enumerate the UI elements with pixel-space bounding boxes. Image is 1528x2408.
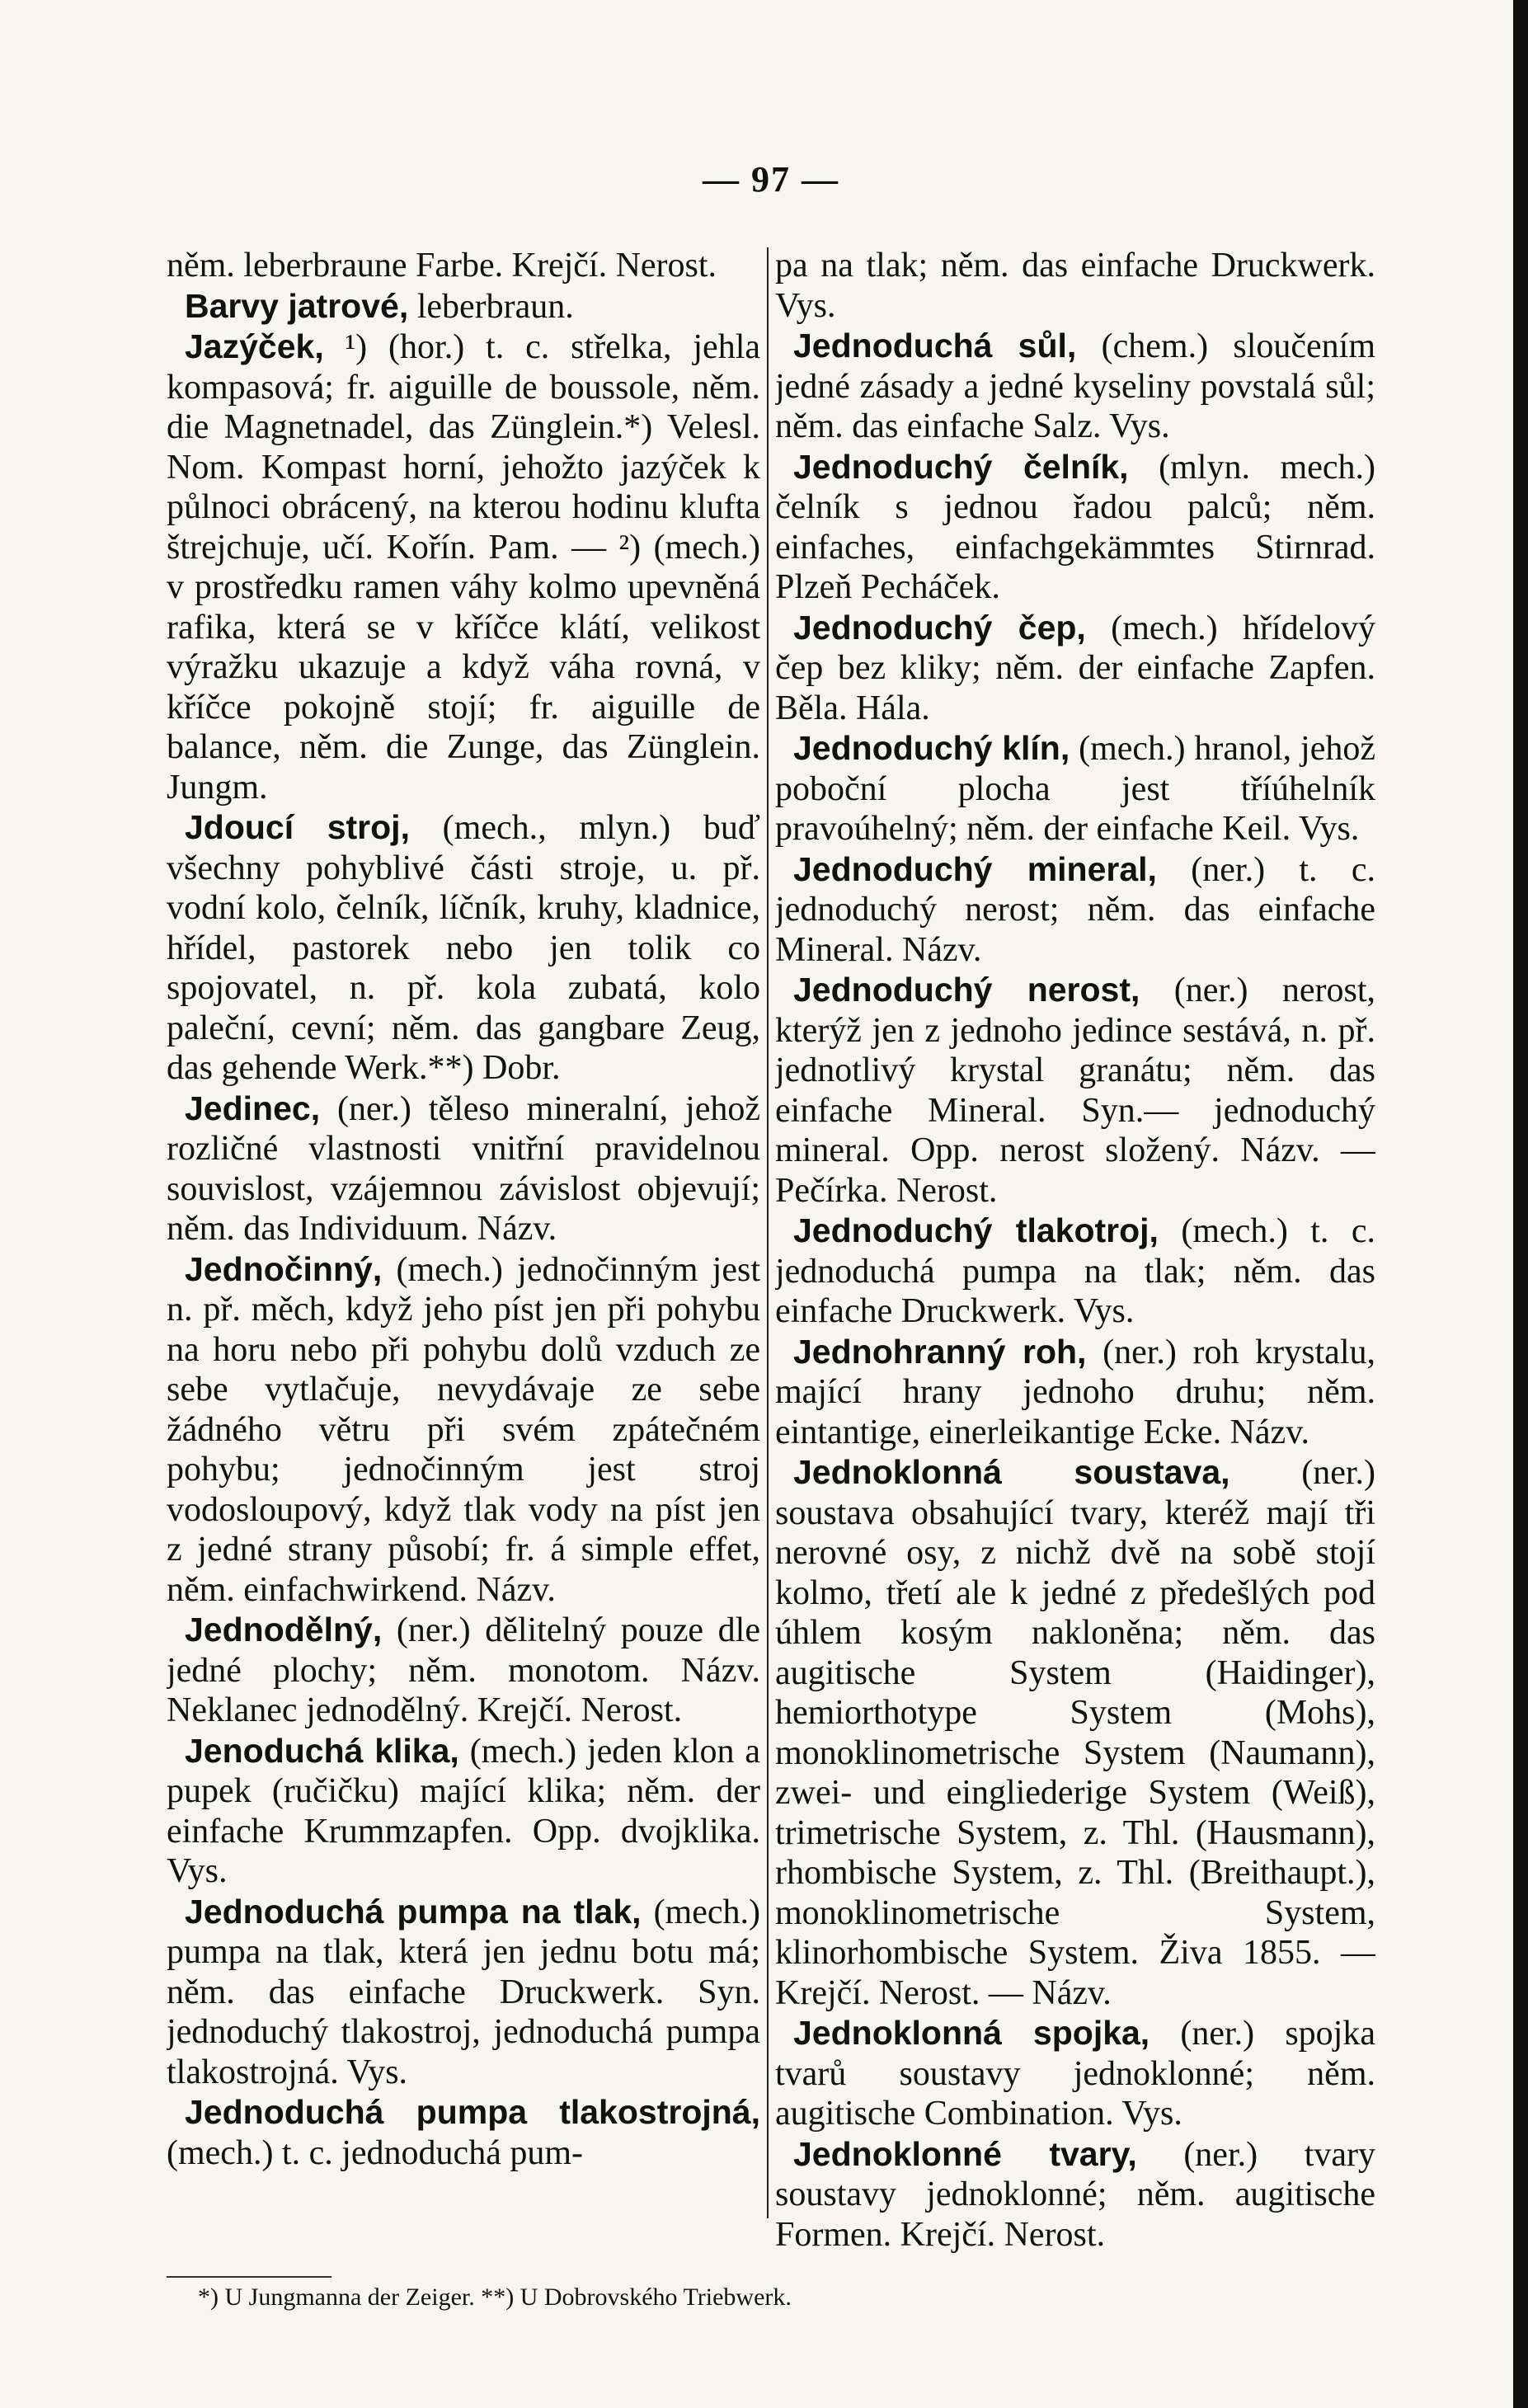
entry-text: (ner.) t. c. jednoduchý nerost; něm. das einfache Mineral. Názv. [775,850,1375,969]
dictionary-entry [775,2013,1375,2134]
entry-headword: Jednočinný, [185,1249,383,1288]
entry-headword: Jazýček, [185,327,324,365]
entry-text: (ner.) dělitelný pouze dle jedné plochy; něm. monotom. Názv. Neklanec jednodělný. Krejčí. Nerost. [167,1611,760,1729]
entry-text: (ner.) tvary soustavy jednoklonné; něm. augitische Formen. Krejčí. Nerost. [775,2135,1375,2254]
entry-headword: Barvy jatrové, [185,286,409,325]
entry-headword: Jednohranný roh, [793,1332,1087,1371]
entry-text: něm. leberbraune Farbe. Krejčí. Nerost. [167,247,717,285]
entry-headword: Jednoduchý klín, [793,729,1070,767]
entry-headword: Jednoduchý tlakotroj, [793,1211,1159,1249]
entry-headword: Jednoduchý nerost, [793,971,1140,1009]
dictionary-entry [775,728,1375,849]
entry-text: (chem.) sloučením jedné zásady a jedné kyseliny povstalá sůl; něm. das einfache Salz. Vys. [775,327,1375,445]
entry-text: pa na tlak; něm. das einfache Druckwerk. Vys. [775,247,1375,325]
entry-headword: Jednoduchý čelník, [793,447,1129,486]
entry-headword: Jedinec, [185,1089,321,1127]
dictionary-entry [167,1249,760,1611]
dictionary-entry [167,1892,760,2093]
entry-headword: Jednoduchá pumpa tlakostrojná, [185,2093,760,2131]
entry-text: (ner.) těleso mineralní, jehož rozličné vlastnosti vnitřní pravidelnou souvislost, vzájemnou závislost objevují; něm. das Individuum. Názv. [167,1089,760,1248]
dictionary-entry [775,326,1375,447]
footnote-rule [167,2276,331,2278]
entry-headword: Jednoduchý čep, [793,608,1086,647]
dictionary-entry [167,1731,760,1892]
entry-text: (ner.) soustava obsahující tvary, kteréž mají tři nerovné osy, z nichž dvě na sobě stojí kolmo, třetí ale k jedné z předešlých pod úhlem kosým nakloněna; něm. das augitische System (Haidinger), hemiorthotype System (Mohs), monoklinometrische System (Naumann), zwei- und eingliederige System (Weiß), trimetrische System, z. Thl. (Hausmann), rhombische System, z. Thl. (Breithaupt.), monoklinometrische System, klinorhombische System. Živa 1855. — Krejčí. Nerost. — Názv. [775,1454,1375,2012]
dictionary-entry [775,1452,1375,2013]
dictionary-entry [167,327,760,807]
footnotes: *) U Jungmanna der Zeiger. **) U Dobrovského Triebwerk. [198,2283,792,2311]
dictionary-entry [167,246,760,286]
page-number: — 97 — [703,159,839,200]
entry-text: (mech.) t. c. jednoduchá pum- [167,2133,583,2172]
entry-text: (mech.) hřídelový čep bez kliky; něm. der einfache Zapfen. Běla. Hála. [775,609,1375,727]
entry-headword: Jednoduchá sůl, [793,327,1077,364]
entry-text: (ner.) roh krystalu, mající hrany jednoho druhu; něm. eintantige, einerleikantige Ecke. Názv. [775,1333,1375,1451]
dictionary-entry [775,2134,1375,2255]
dictionary-entry [775,608,1375,729]
entry-text: (ner.) nerost, kterýž jen z jednoho jedince sestává, n. př. jednotlivý krystal granátu; něm. das einfache Mineral. Syn.— jednoduchý mineral. Opp. nerost složený. Názv. — Pečírka. Nerost. [775,971,1375,1210]
dictionary-entry [167,1610,760,1731]
entry-text: (mech.) pumpa na tlak, která jen jednu botu má; něm. das einfache Druckwerk. Syn. jednoduchý tlakostroj, jednoduchá pumpa tlakostrojná. Vys. [167,1893,760,2091]
entry-headword: Jednoduchá pumpa na tlak, [185,1892,642,1931]
entry-headword: Jdoucí stroj, [185,808,410,846]
dictionary-entry [167,2092,760,2173]
entry-text: (mech.) t. c. jednoduchá pumpa na tlak; něm. das einfache Druckwerk. Vys. [775,1212,1375,1330]
entry-headword: Jednoklonné tvary, [793,2134,1137,2173]
entry-text: (mech., mlyn.) buď všechny pohyblivé části stroje, u. př. vodní kolo, čelník, líčník, kruhy, kladnice, hřídel, pastorek nebo jen tolik co spojovatel, n. př. kola zubatá, kolo paleční, cevní; něm. das gangbare Zeug, das gehende Werk.**) Dobr. [167,809,760,1087]
dictionary-entry [167,1089,760,1249]
dictionary-entry [167,807,760,1089]
entry-headword: Jenoduchá klika, [185,1731,459,1770]
dictionary-entry [775,970,1375,1211]
entry-text: (ner.) spojka tvarů soustavy jednoklonné; něm. augitische Combination. Vys. [775,2015,1375,2133]
dictionary-entry [775,1211,1375,1332]
column-divider [767,247,769,2218]
dictionary-entry [775,246,1375,326]
dictionary-entry [775,447,1375,608]
entry-text: leberbraun. [416,287,574,326]
entry-headword: Jednoklonná soustava, [793,1453,1230,1491]
entry-headword: Jednoklonná spojka, [793,2014,1150,2052]
dictionary-entry [167,286,760,327]
right-column [775,246,1375,2258]
left-column [167,246,760,2258]
entry-headword: Jednoduchý mineral, [793,849,1157,888]
entry-text: (mech.) jednočinným jest n. př. měch, když jeho píst jen při pohybu na horu nebo při pohybu dolů vzduch ze sebe vytlačuje, nevydávaje ze sebe žádného větru při svém zpátečném pohybu; jednočinným jest stroj vodosloupový, když tlak vody na píst jen z jedné strany působí; fr. á simple effet, něm. einfachwirkend. Názv. [167,1250,760,1609]
entry-headword: Jednodělný, [185,1611,383,1648]
scan-edge [1513,0,1528,2408]
dictionary-entry [775,1332,1375,1453]
entry-text: ¹) (hor.) t. c. střelka, jehla kompasová; fr. aiguille de boussole, něm. die Magnetnadel, das Zünglein.*) Velesl. Nom. Kompast horní, jehožto jazýček k půlnoci obrácený, na kterou hodinu klufta štrejchuje, učí. Kořín. Pam. — ²) (mech.) v prostředku ramen váhy kolmo upevněná rafika, která se v kříčce klátí, velikost výražku ukazuje a když váha rovná, v kříčce pokojně stojí; fr. aiguille de balance, něm. die Zunge, das Zünglein. Jungm. [167,328,760,807]
dictionary-entry [775,849,1375,971]
entry-text: (mech.) jeden klon a pupek (ručičku) mající klika; něm. der einfache Krummzapfen. Opp. dvojklika. Vys. [167,1732,760,1890]
entry-text: (mlyn. mech.) čelník s jednou řadou palců; něm. einfaches, einfachgekämmtes Stirnrad. Plzeň Pecháček. [775,448,1375,606]
entry-text: (mech.) hranol, jehož poboční plocha jest tříúhelník pravoúhelný; něm. der einfache Keil. Vys. [775,730,1375,848]
